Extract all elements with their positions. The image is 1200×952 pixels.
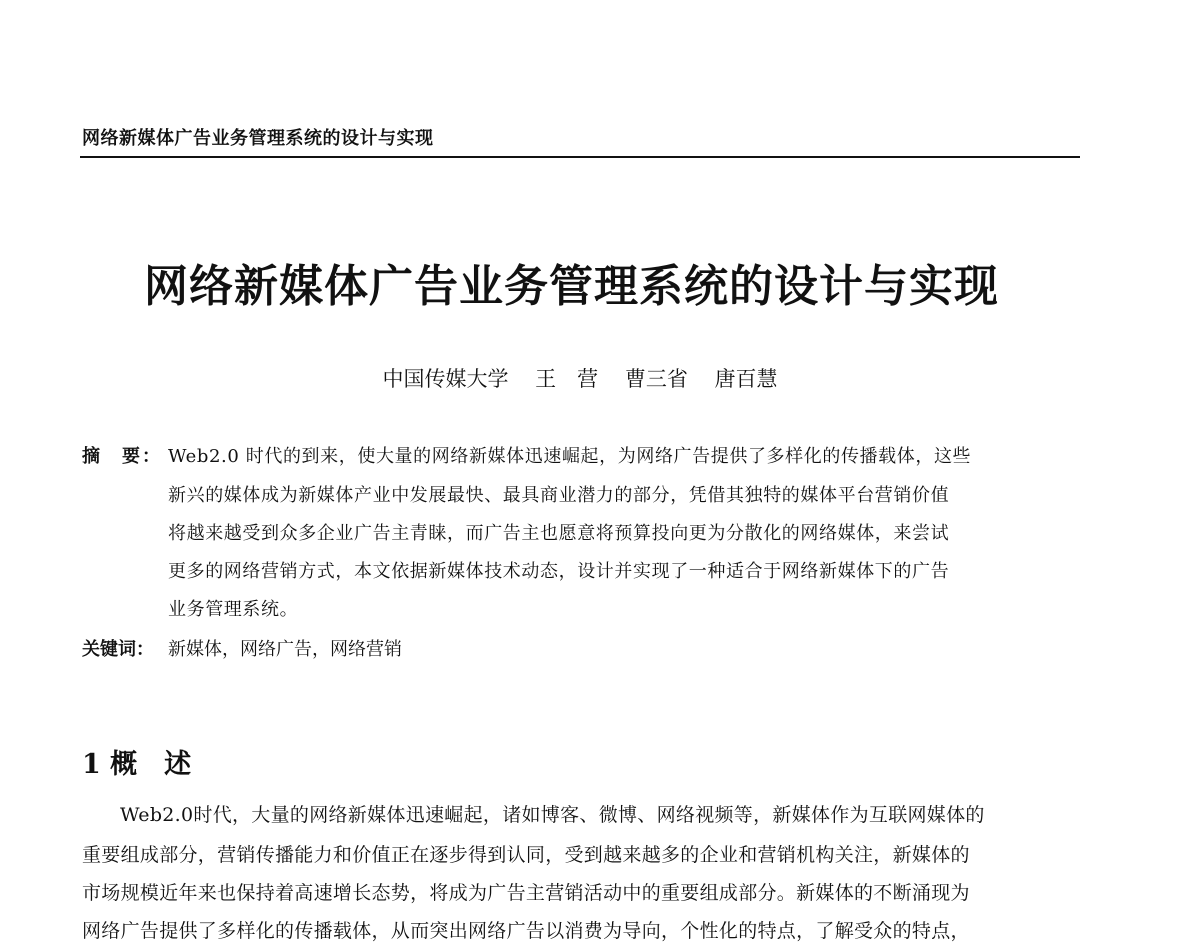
affiliation: 中国传媒大学 — [382, 367, 509, 391]
author-name: 唐百慧 — [714, 367, 778, 391]
section-heading: 1 概 述 — [82, 749, 192, 780]
abstract-line: 业务管理系统。 — [168, 599, 299, 620]
body-paragraph-line: Web2.0时代，大量的网络新媒体迅速崛起，诸如博客、微博、网络视频等，新媒体作为互联网媒体的 — [120, 804, 985, 826]
author-name: 曹三省 — [624, 367, 688, 391]
body-paragraph-line: 市场规模近年来也保持着高速增长态势，将成为广告主营销活动中的重要组成部分。新媒体的不断涌现为 — [82, 882, 970, 904]
author-name: 王 营 — [535, 367, 599, 391]
header-divider — [80, 156, 1080, 158]
running-header: 网络新媒体广告业务管理系统的设计与实现 — [82, 128, 434, 149]
paper-title: 网络新媒体广告业务管理系统的设计与实现 — [144, 261, 999, 312]
abstract-line: 更多的网络营销方式，本文依据新媒体技术动态，设计并实现了一种适合于网络新媒体下的广告 — [168, 561, 950, 582]
abstract-line: Web2.0 时代的到来，使大量的网络新媒体迅速崛起，为网络广告提供了多样化的传播载体，这些 — [168, 446, 972, 467]
keywords-label: 关键词： — [82, 639, 154, 660]
author-line — [0, 363, 1160, 393]
abstract-label: 摘 要： — [82, 446, 162, 467]
body-paragraph-line: 重要组成部分，营销传播能力和价值正在逐步得到认同，受到越来越多的企业和营销机构关注，新媒体的 — [82, 844, 970, 866]
body-paragraph-line: 网络广告提供了多样化的传播载体，从而突出网络广告以消费为导向，个性化的特点，了解受众的特点， — [82, 920, 970, 942]
abstract-line: 新兴的媒体成为新媒体产业中发展最快、最具商业潜力的部分，凭借其独特的媒体平台营销价值 — [168, 485, 950, 506]
abstract-line: 将越来越受到众多企业广告主青睐，而广告主也愿意将预算投向更为分散化的网络媒体，来尝试 — [168, 523, 950, 544]
keywords-text: 新媒体，网络广告，网络营销 — [168, 639, 402, 660]
